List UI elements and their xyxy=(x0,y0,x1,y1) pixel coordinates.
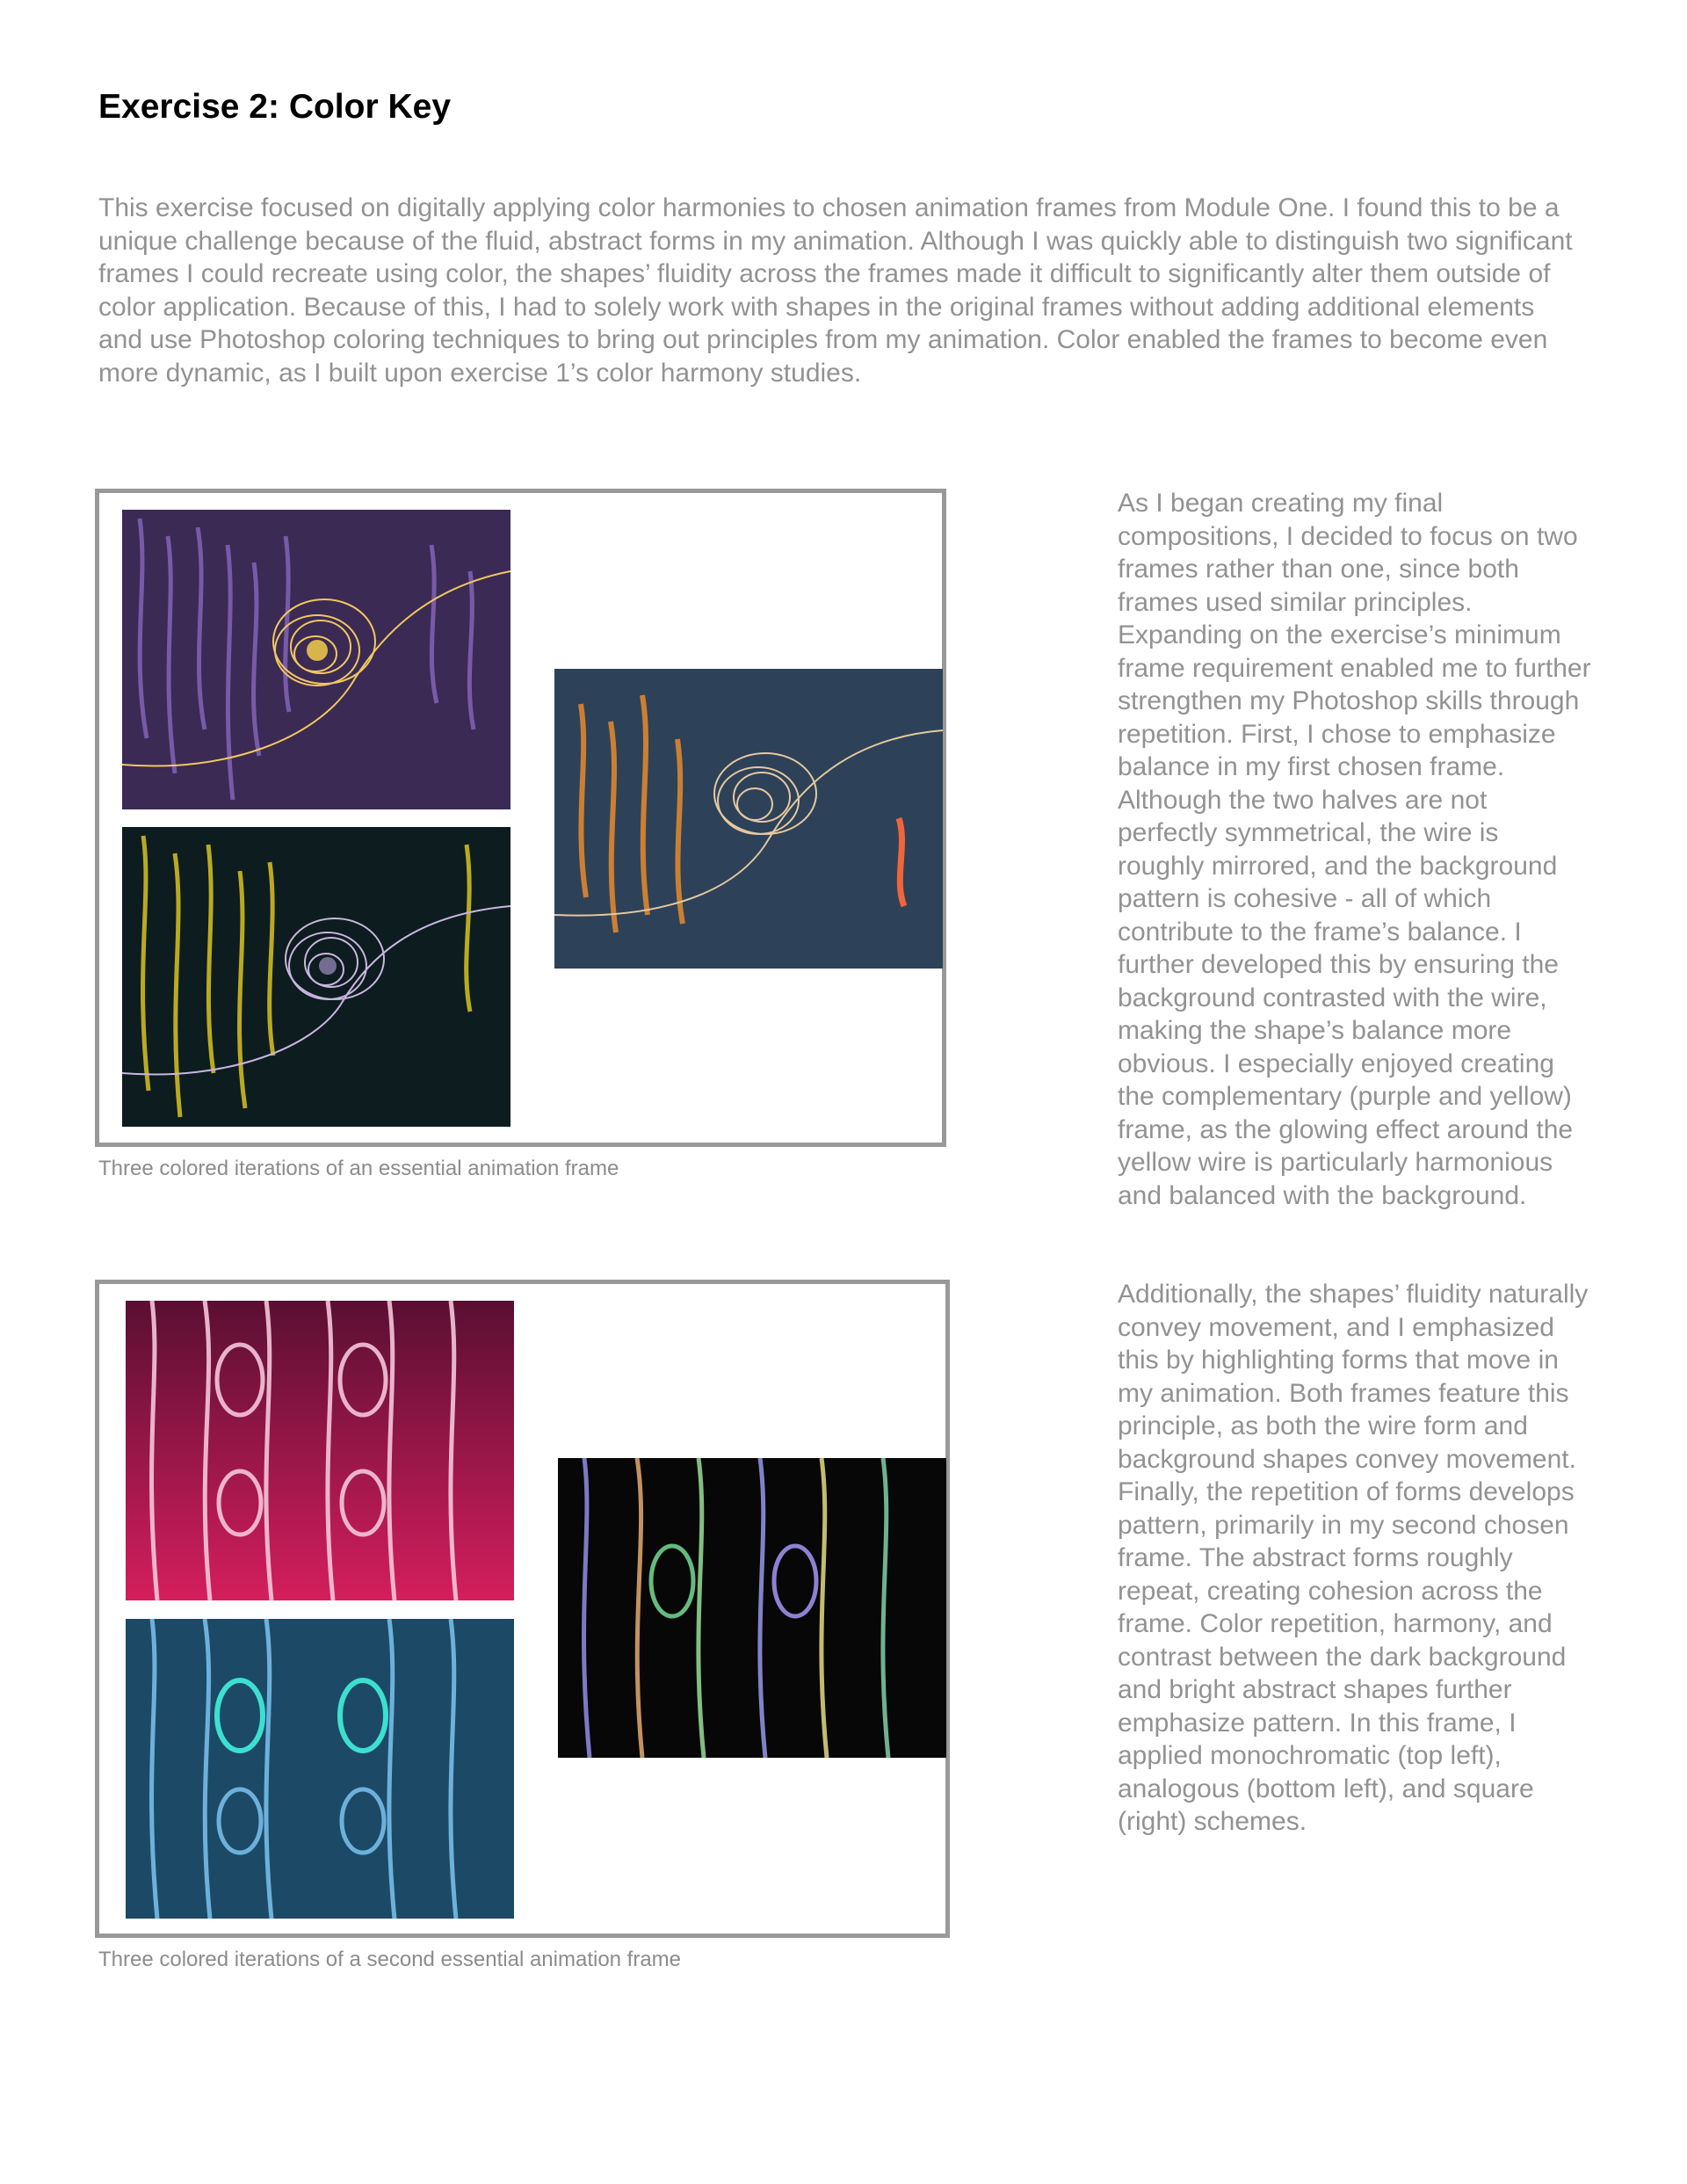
balance-paragraph: As I began creating my final compositions, I decided to focus on two frames rather than one, since both frames used similar principles. Expanding on the exercise’s minimum frame requirement enabled me to further strengthen my Photoshop skills through repetition. First, I chose to emphasize balance in my first chosen frame. Although the two halves are not perfectly symmetrical, the wire is roughly mirrored, and the background pattern is cohesive - all of which contribute to the frame’s balance. I further developed this by ensuring the background contrasted with the wire, making the shape’s balance more obvious. I especially enjoyed creating the complementary (purple and yellow) frame, as the glowing effect around the yellow wire is particularly harmonious and balanced with the background. xyxy=(1118,489,1591,1210)
page-title: Exercise 2: Color Key xyxy=(98,88,452,126)
art-glow xyxy=(307,640,328,661)
purple-yellow-frame-image xyxy=(122,510,510,809)
dark-yellow-frame-image xyxy=(122,827,510,1127)
art-background xyxy=(122,827,510,1127)
art-glow xyxy=(319,957,337,975)
square-scheme-frame-image xyxy=(558,1458,946,1758)
movement-paragraph: Additionally, the shapes’ fluidity naturally convey movement, and I emphasized this by highlighting forms that move in my animation. Both frames feature this principle, as both the wire form and background shapes convey movement. Finally, the repetition of forms develops pattern, primarily in my second chosen frame. The abstract forms roughly repeat, creating cohesion across the frame. Color repetition, harmony, and contrast between the dark background and bright abstract shapes further emphasize pattern. In this frame, I applied monochromatic (top left), analogous (bottom left), and square (right) schemes. xyxy=(1118,1280,1589,1836)
intro-paragraph: This exercise focused on digitally applying color harmonies to chosen animation frames from Module One. I found this to be a unique challenge because of the fluid, abstract forms in my animation. Although I was quickly able to distinguish two significant frames I could recreate using color, the shapes’ fluidity across the frames made it difficult to significantly alter them outside of color application. Because of this, I had to solely work with shapes in the original frames without adding additional elements and use Photoshop coloring techniques to bring out principles from my animation. Color enabled the frames to become even more dynamic, as I built upon exercise 1’s color harmony studies. xyxy=(98,193,1573,388)
figure-2-caption: Three colored iterations of a second essential animation frame xyxy=(98,1948,682,1971)
blue-orange-frame-image xyxy=(554,669,943,969)
art-highlight xyxy=(899,818,904,906)
figure-2-frame xyxy=(95,1280,950,1938)
monochromatic-pink-frame-image xyxy=(126,1301,514,1600)
figure-1-caption: Three colored iterations of an essential animation frame xyxy=(98,1157,619,1180)
figure-1-frame xyxy=(95,489,946,1147)
analogous-teal-frame-image xyxy=(126,1619,514,1919)
